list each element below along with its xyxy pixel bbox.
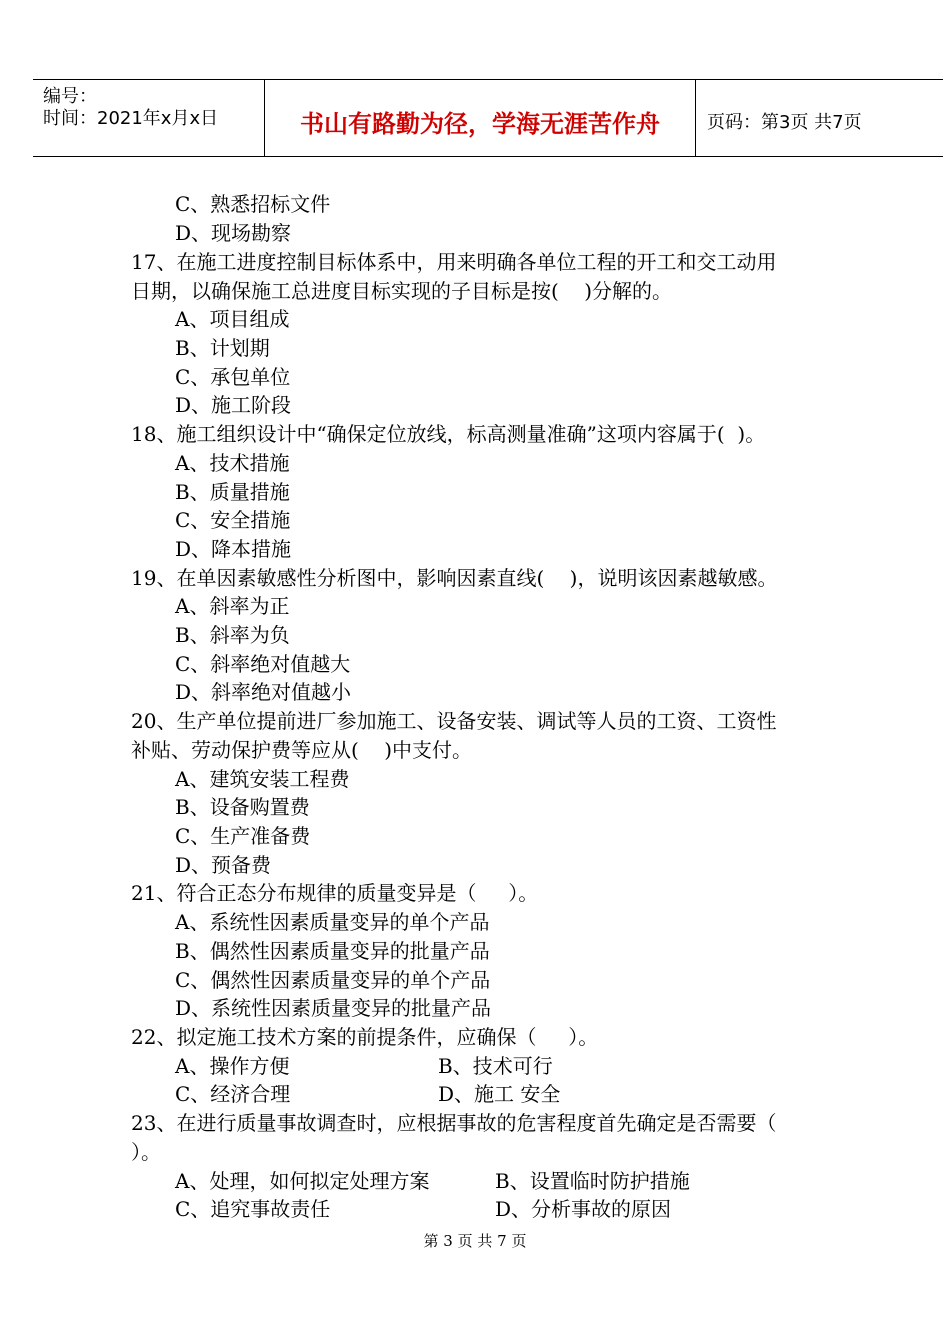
- question-23: 23、在进行质量事故调查时，应根据事故的危害程度首先确定是否需要（: [131, 1111, 777, 1135]
- question-21: 21、符合正态分布规律的质量变异是（ ）。: [131, 881, 539, 905]
- option-line: A、技术措施: [175, 451, 290, 475]
- question-20-cont: 补贴、劳动保护费等应从( )中支付。: [131, 738, 473, 762]
- option-line: B、偶然性因素质量变异的批量产品: [175, 939, 490, 963]
- question-20: 20、生产单位提前进厂参加施工、设备安装、调试等人员的工资、工资性: [131, 709, 777, 733]
- option-line: A、操作方便: [175, 1054, 290, 1078]
- question-23-cont: ）。: [131, 1140, 161, 1164]
- option-line: A、项目组成: [175, 307, 290, 331]
- option-line: C、生产准备费: [175, 824, 311, 848]
- option-line: C、偶然性因素质量变异的单个产品: [175, 968, 491, 992]
- option-line: C、经济合理: [175, 1082, 291, 1106]
- option-line: A、斜率为正: [175, 594, 290, 618]
- option-line: B、设备购置费: [175, 795, 310, 819]
- motto: 书山有路勤为径，学海无涯苦作舟: [300, 109, 660, 138]
- question-22: 22、拟定施工技术方案的前提条件，应确保（ ）。: [131, 1025, 599, 1049]
- serial-label: 编号：: [43, 86, 97, 107]
- option-line: D、现场勘察: [175, 221, 292, 245]
- page-header: [33, 79, 943, 157]
- option-line: C、安全措施: [175, 508, 291, 532]
- option-line: C、斜率绝对值越大: [175, 652, 351, 676]
- option-line: B、技术可行: [438, 1054, 553, 1078]
- option-line: D、施工 安全: [438, 1082, 561, 1106]
- option-line: B、设置临时防护措施: [495, 1169, 690, 1193]
- question-17-cont: 日期，以确保施工总进度目标实现的子目标是按( )分解的。: [131, 279, 673, 303]
- option-line: A、系统性因素质量变异的单个产品: [175, 910, 490, 934]
- option-line: D、分析事故的原因: [495, 1197, 672, 1221]
- time-label: 时间：2021年x月x日: [43, 108, 219, 129]
- page-footer: 第 3 页 共 7 页: [423, 1232, 527, 1250]
- header-motto-cell: [264, 80, 696, 156]
- option-line: B、斜率为负: [175, 623, 290, 647]
- question-17: 17、在施工进度控制目标体系中，用来明确各单位工程的开工和交工动用: [131, 250, 777, 274]
- option-line: D、系统性因素质量变异的批量产品: [175, 996, 492, 1020]
- header-left-cell: [33, 80, 264, 156]
- option-line: C、熟悉招标文件: [175, 192, 331, 216]
- question-18: 18、施工组织设计中“确保定位放线，标高测量准确”这项内容属于( )。: [131, 422, 766, 446]
- option-line: D、降本措施: [175, 537, 292, 561]
- option-line: C、追究事故责任: [175, 1197, 331, 1221]
- option-line: D、斜率绝对值越小: [175, 680, 352, 704]
- header-right-cell: [695, 80, 943, 156]
- option-line: B、计划期: [175, 336, 270, 360]
- option-line: A、建筑安装工程费: [175, 767, 350, 791]
- option-line: A、处理，如何拟定处理方案: [175, 1169, 430, 1193]
- option-line: B、质量措施: [175, 480, 290, 504]
- option-line: C、承包单位: [175, 365, 291, 389]
- option-line: D、施工阶段: [175, 393, 292, 417]
- header-page-number: 页码：第3页 共7页: [707, 112, 862, 133]
- question-19: 19、在单因素敏感性分析图中，影响因素直线( )，说明该因素越敏感。: [131, 566, 778, 590]
- option-line: D、预备费: [175, 853, 272, 877]
